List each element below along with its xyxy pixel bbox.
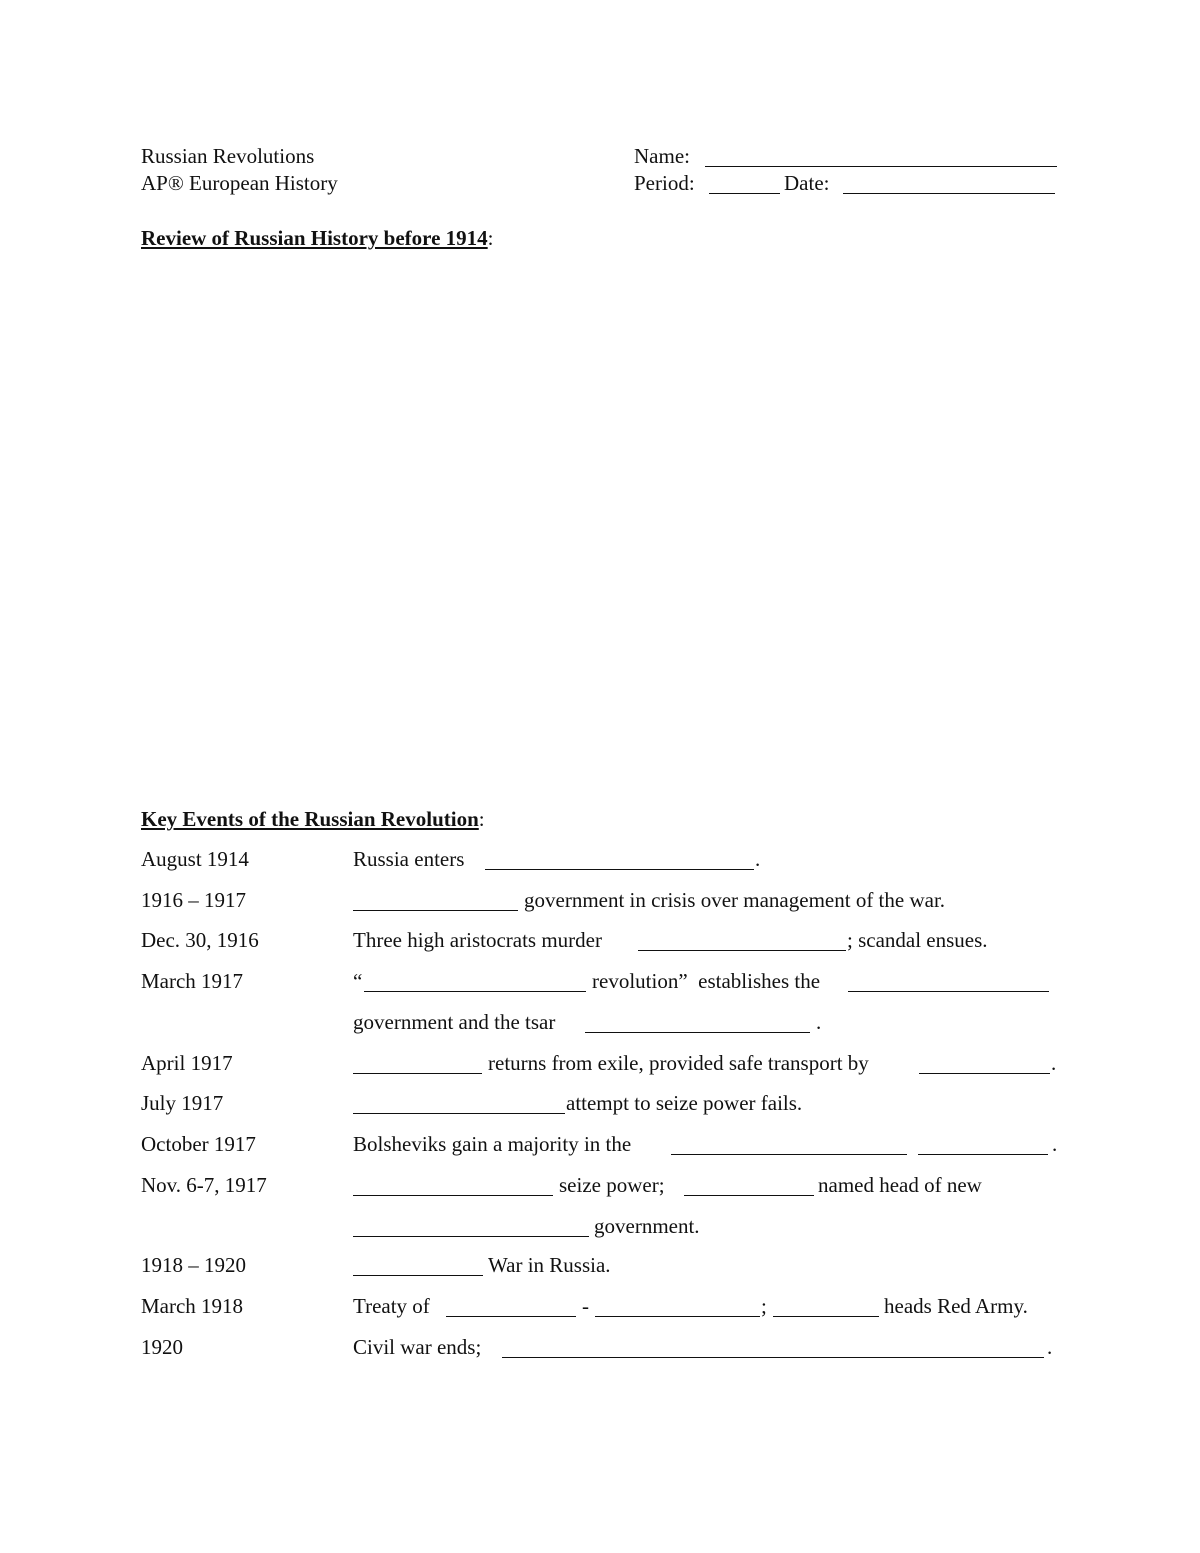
answer-blank[interactable] xyxy=(353,1275,483,1276)
course-title: Russian Revolutions xyxy=(141,144,315,168)
period-label: Period: xyxy=(634,171,695,195)
event-text: . xyxy=(816,1010,822,1034)
answer-blank[interactable] xyxy=(919,1073,1050,1074)
event-date: Nov. 6-7, 1917 xyxy=(141,1173,267,1197)
event-text: heads Red Army. xyxy=(884,1294,1028,1318)
date-blank[interactable] xyxy=(843,193,1055,194)
key-events-heading-colon: : xyxy=(478,807,485,831)
event-text: revolution” establishes the xyxy=(592,969,821,993)
answer-blank[interactable] xyxy=(773,1316,879,1317)
answer-blank[interactable] xyxy=(585,1032,810,1033)
answer-blank[interactable] xyxy=(364,991,586,992)
answer-blank[interactable] xyxy=(353,1236,589,1237)
event-text: “ xyxy=(353,969,363,993)
event-date: March 1917 xyxy=(141,969,244,993)
answer-blank[interactable] xyxy=(848,991,1049,992)
event-date: August 1914 xyxy=(141,847,249,871)
event-date: October 1917 xyxy=(141,1132,256,1156)
event-text: Three high aristocrats murder xyxy=(353,928,602,952)
period-blank[interactable] xyxy=(709,193,780,194)
event-text: named head of new xyxy=(818,1173,982,1197)
event-date: April 1917 xyxy=(141,1051,233,1075)
event-text: . xyxy=(755,847,761,871)
event-date: Dec. 30, 1916 xyxy=(141,928,259,952)
event-date: 1918 – 1920 xyxy=(141,1253,246,1277)
event-text: . xyxy=(1051,1051,1057,1075)
review-heading-row xyxy=(141,228,494,249)
answer-blank[interactable] xyxy=(485,869,754,870)
event-text: ; scandal ensues. xyxy=(847,928,988,952)
course-subtitle: AP® European History xyxy=(141,171,338,195)
event-text: . xyxy=(1047,1335,1053,1359)
date-label: Date: xyxy=(784,171,830,195)
name-label: Name: xyxy=(634,144,690,168)
event-date: July 1917 xyxy=(141,1091,224,1115)
answer-blank[interactable] xyxy=(684,1195,814,1196)
event-text: Civil war ends; xyxy=(353,1335,482,1359)
event-text: government and the tsar xyxy=(353,1010,556,1034)
event-text: returns from exile, provided safe transport by xyxy=(488,1051,869,1075)
answer-blank[interactable] xyxy=(353,1113,565,1114)
answer-blank[interactable] xyxy=(446,1316,576,1317)
event-text: government in crisis over management of the war. xyxy=(524,888,946,912)
name-blank[interactable] xyxy=(705,166,1057,167)
answer-blank[interactable] xyxy=(353,1073,482,1074)
event-text: attempt to seize power fails. xyxy=(566,1091,803,1115)
answer-blank[interactable] xyxy=(502,1357,1044,1358)
event-date: 1916 – 1917 xyxy=(141,888,246,912)
review-heading-colon: : xyxy=(487,226,494,250)
event-text: - xyxy=(582,1294,589,1318)
event-text: War in Russia. xyxy=(488,1253,611,1277)
answer-blank[interactable] xyxy=(638,950,846,951)
event-date: March 1918 xyxy=(141,1294,244,1318)
event-text: . xyxy=(1052,1132,1058,1156)
key-events-heading: Key Events of the Russian Revolution xyxy=(141,807,479,831)
answer-blank[interactable] xyxy=(353,1195,553,1196)
answer-blank[interactable] xyxy=(595,1316,760,1317)
answer-blank[interactable] xyxy=(918,1154,1048,1155)
event-text: Russia enters xyxy=(353,847,465,871)
event-text: Treaty of xyxy=(353,1294,430,1318)
event-date: 1920 xyxy=(141,1335,183,1359)
key-events-heading-row xyxy=(141,809,485,830)
review-heading: Review of Russian History before 1914 xyxy=(141,226,488,250)
answer-blank[interactable] xyxy=(671,1154,907,1155)
event-text: government. xyxy=(594,1214,700,1238)
event-text: ; xyxy=(761,1294,767,1318)
answer-blank[interactable] xyxy=(353,910,518,911)
event-text: Bolsheviks gain a majority in the xyxy=(353,1132,632,1156)
event-text: seize power; xyxy=(559,1173,665,1197)
